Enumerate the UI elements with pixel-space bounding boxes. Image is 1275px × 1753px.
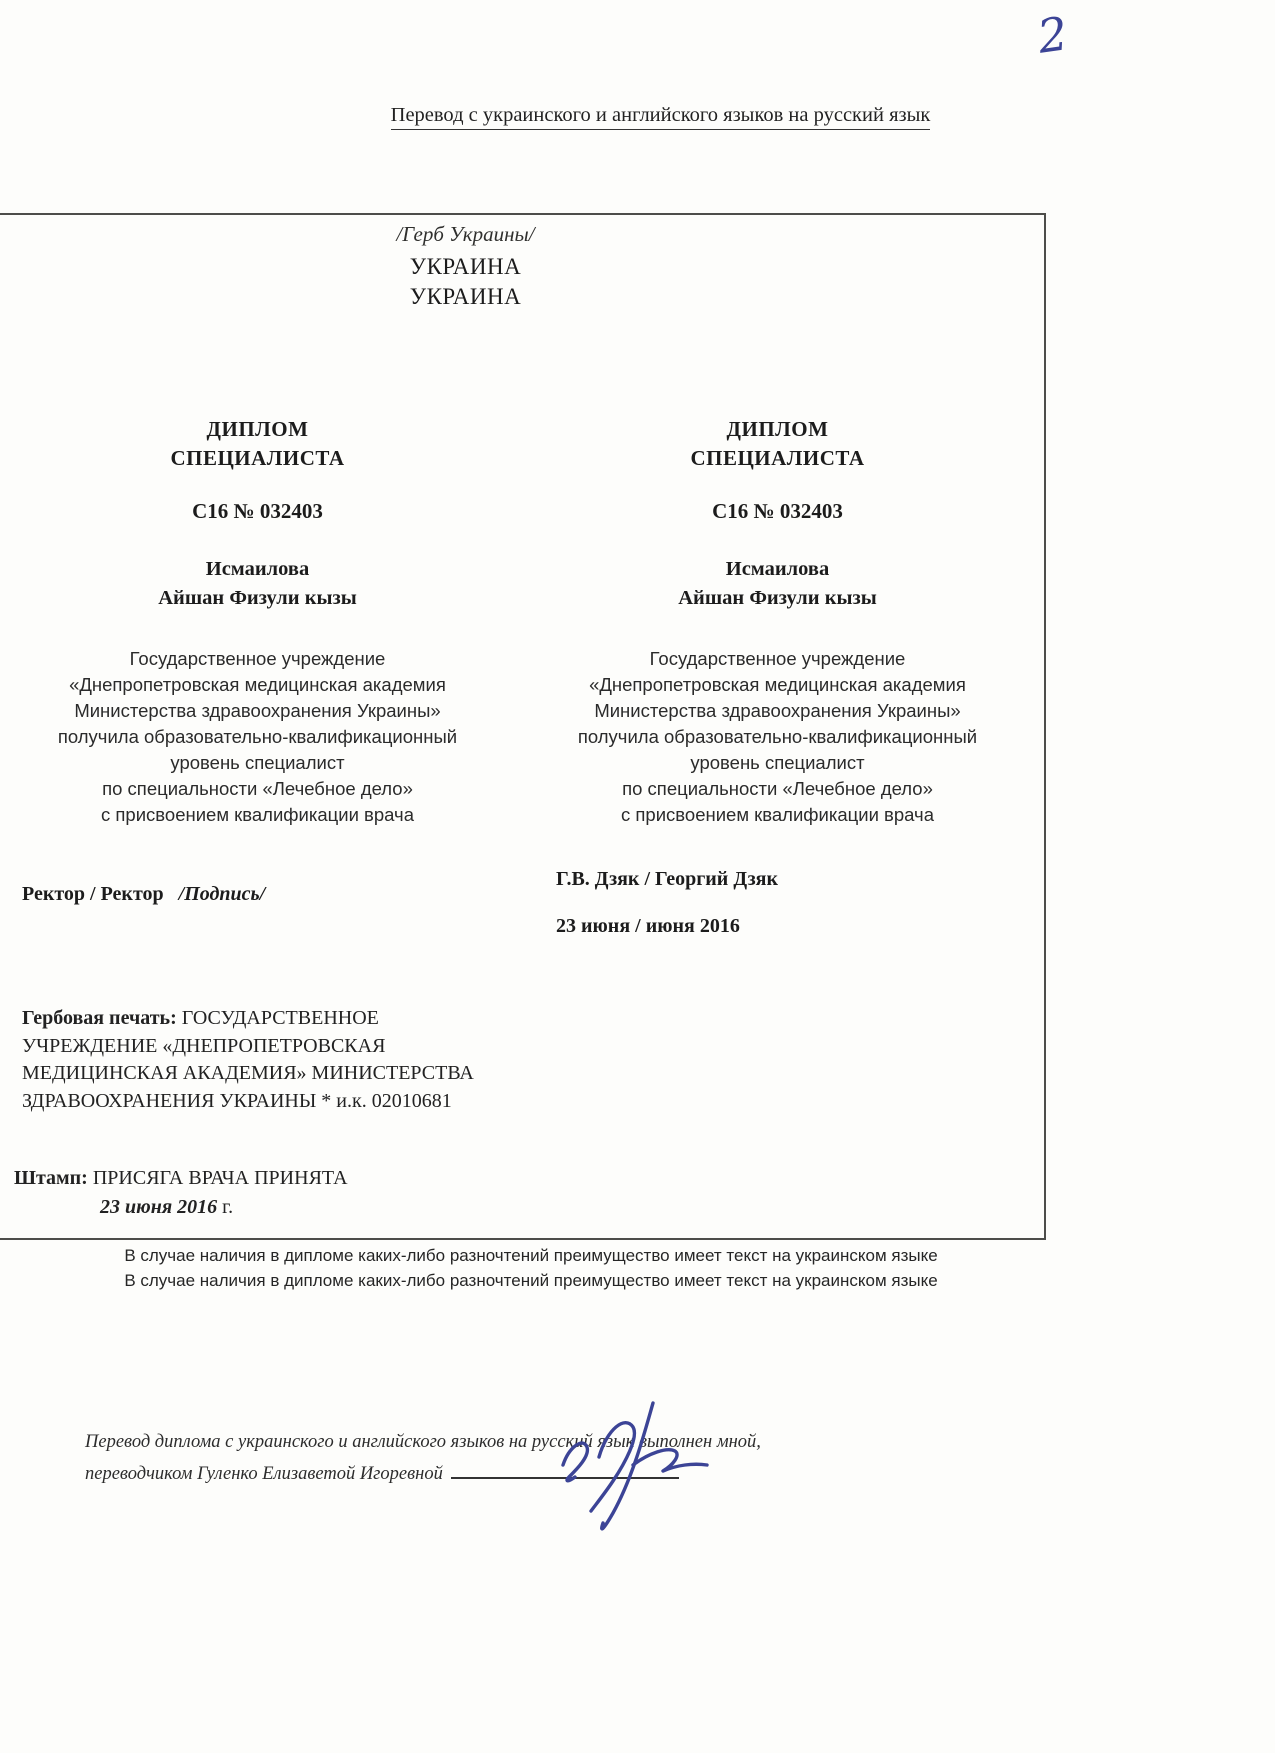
diploma-serial-number: С16 № 032403 <box>192 499 323 523</box>
body-line: с присвоением квалификации врача <box>101 804 414 825</box>
language-precedence-disclaimer <box>0 1243 1062 1293</box>
signature-placeholder-note: /Подпись/ <box>178 883 266 905</box>
diploma-title <box>540 415 1015 473</box>
graduate-given-names: Айшан Физули кызы <box>678 587 877 609</box>
translation-direction-text: Перевод с украинского и английского языков на русский язык <box>391 104 931 130</box>
stamp-description <box>14 1167 348 1219</box>
body-line: «Днепропетровская медицинская академия <box>589 674 966 695</box>
disclaimer-line2: В случае наличия в дипломе каких-либо разночтений преимущество имеет текст на украинском языке <box>124 1271 938 1290</box>
body-line: Государственное учреждение <box>649 648 906 669</box>
country-name-line1: УКРАИНА <box>409 254 522 279</box>
stamp-label: Штамп: <box>14 1167 88 1189</box>
coat-of-arms-note: /Герб Украины/ <box>396 222 535 246</box>
diploma-columns <box>0 415 1044 828</box>
disclaimer-line1: В случае наличия в дипломе каких-либо разночтений преимущество имеет текст на украинском языке <box>124 1246 938 1265</box>
translator-name: переводчиком Гуленко Елизаветой Игоревной <box>85 1464 443 1484</box>
body-line: получила образовательно-квалификационный <box>57 726 458 747</box>
rector-label: Ректор / Ректор <box>22 883 164 905</box>
body-line: по специальности «Лечебное дело» <box>102 778 413 799</box>
body-line: получила образовательно-квалификационный <box>577 726 978 747</box>
diploma-column-left <box>20 415 495 828</box>
body-line: по специальности «Лечебное дело» <box>622 778 933 799</box>
body-line: уровень специалист <box>690 752 865 773</box>
official-seal-description <box>22 1005 480 1115</box>
translator-statement-line1: Перевод диплома с украинского и английского языков на русский язык выполнен мной, <box>85 1432 761 1452</box>
graduate-name <box>20 555 495 613</box>
body-line: Министерства здравоохранения Украины» <box>594 700 961 721</box>
seal-text: ГОСУДАРСТВЕННОЕ УЧРЕЖДЕНИЕ «ДНЕПРОПЕТРОВСКАЯ МЕДИЦИНСКАЯ АКАДЕМИЯ» МИНИСТЕРСТВА ЗДРАВООХРАНЕНИЯ УКРАИНЫ * и.к. 02010681 <box>22 1007 474 1112</box>
stamp-date-suffix: г. <box>222 1196 234 1218</box>
graduate-given-names: Айшан Физули кызы <box>158 587 357 609</box>
country-name-line2: УКРАИНА <box>409 284 522 309</box>
body-line: с присвоением квалификации врача <box>621 804 934 825</box>
diploma-date: 23 июня / июня 2016 <box>556 915 740 937</box>
handwritten-page-number: 2 <box>1034 6 1071 64</box>
diploma-column-right <box>540 415 1015 828</box>
diploma-title-line2: СПЕЦИАЛИСТА <box>690 446 865 470</box>
emblem-area <box>0 222 933 312</box>
diploma-translation-frame <box>0 213 1046 1240</box>
diploma-title-line1: ДИПЛОМ <box>206 417 309 441</box>
stamp-line <box>14 1167 348 1190</box>
diploma-body-text <box>20 646 495 828</box>
diploma-title-line2: СПЕЦИАЛИСТА <box>170 446 345 470</box>
body-line: Государственное учреждение <box>129 648 386 669</box>
rector-name: Г.В. Дзяк / Георгий Дзяк <box>556 868 778 890</box>
translation-direction-header <box>0 104 1275 130</box>
diploma-body-text <box>540 646 1015 828</box>
body-line: уровень специалист <box>170 752 345 773</box>
stamp-text: ПРИСЯГА ВРАЧА ПРИНЯТА <box>92 1167 348 1189</box>
rector-name-block <box>556 868 778 938</box>
stamp-date-line <box>14 1196 348 1219</box>
translator-ink-signature <box>525 1385 755 1545</box>
diploma-title-line1: ДИПЛОМ <box>726 417 829 441</box>
seal-label: Гербовая печать: <box>22 1007 177 1029</box>
graduate-name <box>540 555 1015 613</box>
rector-signature-line <box>22 883 265 906</box>
graduate-surname: Исмаилова <box>725 558 830 580</box>
graduate-surname: Исмаилова <box>205 558 310 580</box>
diploma-title <box>20 415 495 473</box>
body-line: Министерства здравоохранения Украины» <box>74 700 441 721</box>
body-line: «Днепропетровская медицинская академия <box>69 674 446 695</box>
diploma-serial-number: С16 № 032403 <box>712 499 843 523</box>
stamp-date: 23 июня 2016 <box>100 1196 218 1218</box>
